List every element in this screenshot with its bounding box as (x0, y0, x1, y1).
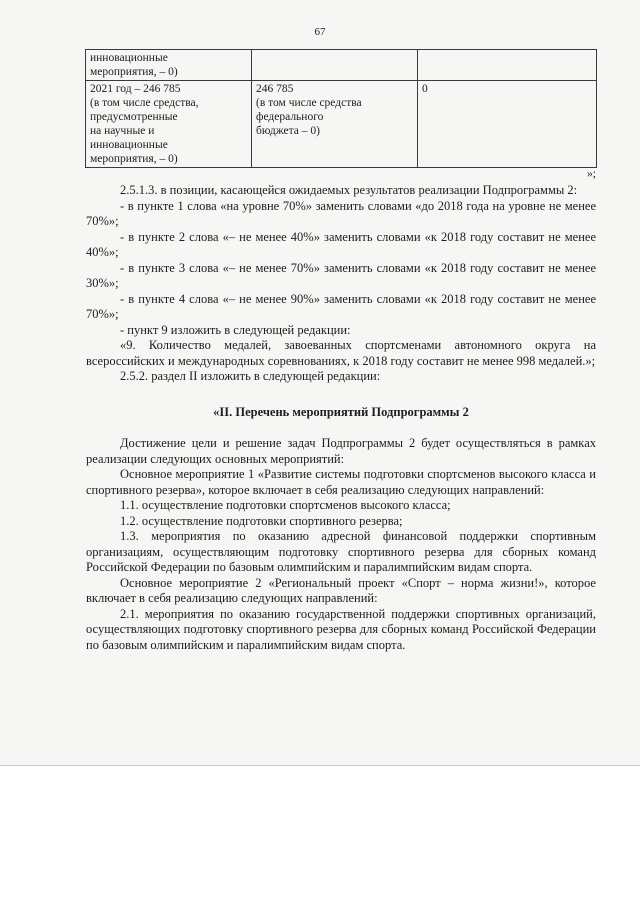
table-cell (418, 50, 597, 81)
table-cell: 0 (418, 81, 597, 168)
table-closing-quote: »; (587, 168, 596, 180)
table-row (86, 81, 597, 168)
table-cell (252, 50, 418, 81)
paragraph: - в пункте 4 слова «– не менее 90%» заменить словами «к 2018 году составит не менее 70%»; (86, 291, 596, 321)
table-cell: 2021 год – 246 785 (в том числе средства, предусмотренные на научные и инновационные мероприятия, – 0) (86, 81, 252, 168)
paragraph: - в пункте 2 слова «– не менее 40%» заменить словами «к 2018 году составит не менее 40%»; (86, 229, 596, 259)
paragraph: 1.1. осуществление подготовки спортсменов высокого класса; (120, 498, 451, 512)
paragraph: 1.2. осуществление подготовки спортивного резерва; (120, 513, 403, 528)
document-body (86, 183, 596, 653)
paragraph: 2.5.2. раздел II изложить в следующей редакции: (120, 369, 381, 383)
paragraph: - в пункте 3 слова «– не менее 70%» заменить словами «к 2018 году составит не менее 30%»; (86, 260, 596, 290)
table-row (86, 50, 597, 81)
page-number: 67 (314, 26, 326, 38)
paragraph: - пункт 9 изложить в следующей редакции: (120, 322, 351, 337)
table-cell: 246 785 (в том числе средства федерального бюджета – 0) (252, 81, 418, 168)
paragraph: 2.5.1.3. в позиции, касающейся ожидаемых результатов реализации Подпрограммы 2: (120, 183, 578, 197)
paragraph: «9. Количество медалей, завоеванных спортсменами автономного округа на всероссийских и международных соревнованиях, к 2018 году составит не менее 998 медалей.»; (86, 338, 596, 368)
funding-table (85, 49, 597, 168)
paragraph: 1.3. мероприятия по оказанию адресной финансовой поддержки спортивным организациям, осуществляющим подготовку спортивного резерва для сборных команд Российской Федерации по базовым олимпийским и паралимпийским видам спорта. (86, 529, 596, 574)
paragraph: 2.1. мероприятия по оказанию государственной поддержки спортивных организаций, осуществляющих подготовку спортивного резерва для сборных команд Российской Федерации по базовым олимпийским и паралимпийским видам спорта. (86, 606, 596, 652)
paragraph: Основное мероприятие 2 «Региональный проект «Спорт – норма жизни!», которое включает в себя реализацию следующих направлений: (86, 575, 596, 605)
paragraph: - в пункте 1 слова «на уровне 70%» заменить словами «до 2018 года на уровне не менее 70%»; (86, 198, 596, 228)
paragraph: Основное мероприятие 1 «Развитие системы подготовки спортсменов высокого класса и спортивного резерва», которое включает в себя реализацию следующих направлений: (86, 467, 596, 497)
table-cell: инновационные мероприятия, – 0) (86, 50, 252, 81)
paragraph: Достижение цели и решение задач Подпрограммы 2 будет осуществляться в рамках реализации следующих основных мероприятий: (86, 436, 596, 466)
section-heading: «II. Перечень мероприятий Подпрограммы 2 (213, 404, 469, 419)
